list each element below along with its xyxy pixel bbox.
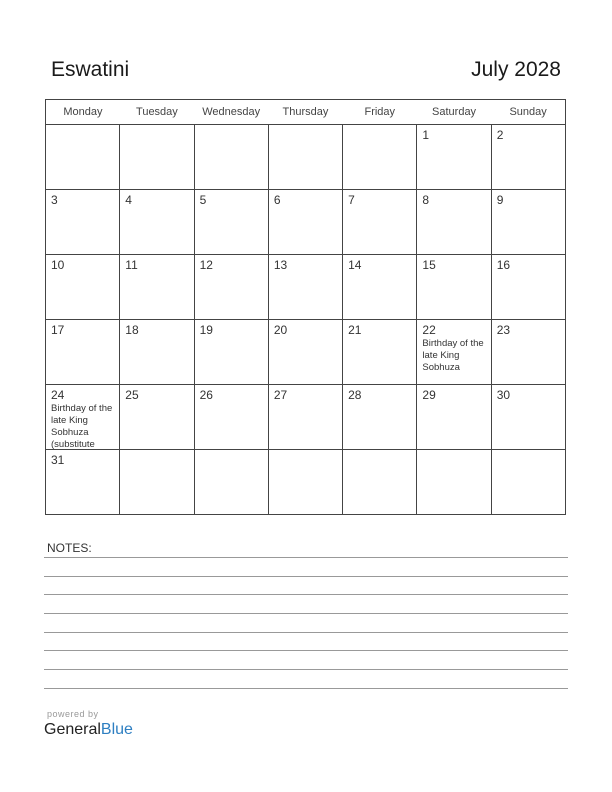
day-number: 13 — [273, 258, 288, 272]
weekday-header: Wednesday — [194, 100, 268, 125]
day-cell[interactable] — [46, 255, 120, 320]
day-cell-content — [120, 255, 193, 319]
day-cell[interactable] — [343, 255, 417, 320]
day-cell-content — [343, 255, 416, 319]
day-number: 9 — [496, 193, 504, 207]
day-number: 27 — [273, 388, 288, 402]
day-cell[interactable] — [491, 125, 565, 190]
holiday-event: Birthday of the late King Sobhuza (substitute — [51, 403, 113, 449]
day-number: 20 — [273, 323, 288, 337]
day-cell[interactable] — [120, 385, 194, 450]
day-number: 12 — [199, 258, 213, 272]
day-number: 5 — [199, 193, 207, 207]
day-cell-content — [120, 190, 193, 254]
day-cell-content — [417, 450, 490, 514]
brand-logo[interactable] — [44, 721, 133, 739]
day-cell-content — [492, 190, 565, 254]
day-number: 10 — [51, 258, 65, 272]
notes-label: NOTES: — [47, 541, 92, 555]
day-cell-content — [120, 125, 193, 189]
day-cell[interactable] — [268, 190, 342, 255]
day-number: 31 — [51, 453, 65, 467]
day-cell-content — [195, 125, 268, 189]
day-cell[interactable] — [343, 190, 417, 255]
day-cell[interactable] — [194, 125, 268, 190]
notes-line — [44, 650, 568, 651]
weekday-header: Saturday — [417, 100, 491, 125]
day-cell-content — [343, 320, 416, 384]
notes-line — [44, 669, 568, 670]
day-cell[interactable] — [268, 450, 342, 515]
day-cell-content — [195, 190, 268, 254]
weekday-header: Friday — [343, 100, 417, 125]
day-cell[interactable] — [46, 125, 120, 190]
day-cell-content — [343, 385, 416, 449]
day-cell-content — [269, 320, 342, 384]
day-cell[interactable] — [268, 125, 342, 190]
day-number: 1 — [422, 128, 430, 142]
day-cell-content — [492, 450, 565, 514]
brand-general: General — [44, 721, 101, 738]
day-cell-content — [269, 190, 342, 254]
week-row — [46, 255, 566, 320]
weekday-header: Thursday — [268, 100, 342, 125]
day-cell-content — [492, 385, 565, 449]
month-year-title: July 2028 — [471, 58, 561, 81]
day-cell[interactable] — [120, 190, 194, 255]
day-cell-content — [120, 450, 193, 514]
day-cell[interactable] — [46, 320, 120, 385]
day-cell-content — [120, 320, 193, 384]
day-cell[interactable] — [343, 320, 417, 385]
day-number: 16 — [496, 258, 511, 272]
day-cell[interactable] — [46, 385, 120, 450]
day-cell-content — [269, 255, 342, 319]
day-cell[interactable] — [491, 255, 565, 320]
week-row — [46, 190, 566, 255]
day-cell-content — [343, 190, 416, 254]
day-cell[interactable] — [46, 450, 120, 515]
day-cell[interactable] — [194, 190, 268, 255]
day-cell-content — [120, 385, 193, 449]
day-number: 26 — [199, 388, 213, 402]
day-number: 25 — [125, 388, 139, 402]
powered-by-text: powered by — [47, 709, 99, 719]
day-cell-content — [195, 385, 268, 449]
day-number: 23 — [496, 323, 511, 337]
day-cell-content — [269, 125, 342, 189]
holiday-event: Birthday of the late King Sobhuza — [422, 338, 484, 373]
day-cell-content — [46, 385, 119, 449]
weekday-header-row — [46, 100, 566, 125]
day-cell-content — [417, 385, 490, 449]
day-cell[interactable] — [120, 450, 194, 515]
weekday-header: Tuesday — [120, 100, 194, 125]
week-row — [46, 125, 566, 190]
brand-blue: Blue — [100, 721, 133, 738]
day-cell[interactable] — [491, 385, 565, 450]
day-cell[interactable] — [417, 255, 491, 320]
notes-line — [44, 594, 568, 595]
day-cell-content — [417, 320, 490, 384]
day-cell-content — [195, 255, 268, 319]
day-cell[interactable] — [417, 385, 491, 450]
day-number: 24 — [51, 388, 65, 402]
day-cell-content — [492, 255, 565, 319]
day-number: 11 — [125, 258, 138, 272]
day-cell-content — [492, 320, 565, 384]
day-cell[interactable] — [343, 125, 417, 190]
day-cell[interactable] — [343, 385, 417, 450]
day-number: 7 — [348, 193, 355, 207]
day-cell[interactable] — [343, 450, 417, 515]
day-cell-content — [417, 125, 490, 189]
day-number: 4 — [125, 193, 132, 207]
day-cell[interactable] — [268, 385, 342, 450]
day-cell[interactable] — [194, 385, 268, 450]
country-title: Eswatini — [51, 58, 130, 81]
day-number: 17 — [51, 323, 65, 337]
day-cell-content — [46, 190, 119, 254]
notes-line — [44, 613, 568, 614]
day-cell[interactable] — [46, 190, 120, 255]
day-cell-content — [195, 450, 268, 514]
day-cell-content — [46, 255, 119, 319]
day-number: 2 — [496, 128, 504, 142]
weekday-header: Monday — [46, 100, 120, 125]
day-cell-content — [417, 255, 490, 319]
day-number: 21 — [348, 323, 362, 337]
day-cell[interactable] — [417, 320, 491, 385]
day-cell[interactable] — [194, 255, 268, 320]
day-cell[interactable] — [120, 255, 194, 320]
day-number: 8 — [422, 193, 430, 207]
day-number: 6 — [273, 193, 281, 207]
day-cell-content — [492, 125, 565, 189]
day-cell-content — [417, 190, 490, 254]
day-cell-content — [269, 450, 342, 514]
day-cell-content — [343, 450, 416, 514]
day-number: 19 — [199, 323, 213, 337]
weekday-header: Sunday — [491, 100, 565, 125]
day-number: 18 — [125, 323, 139, 337]
day-cell[interactable] — [194, 320, 268, 385]
day-number: 30 — [496, 388, 511, 402]
day-cell-content — [343, 125, 416, 189]
day-number: 3 — [51, 193, 58, 207]
day-cell[interactable] — [417, 190, 491, 255]
day-number: 15 — [422, 258, 436, 272]
week-row — [46, 320, 566, 385]
week-row — [46, 450, 566, 515]
notes-line — [44, 632, 568, 633]
notes-line — [44, 557, 568, 558]
day-cell[interactable] — [491, 320, 565, 385]
day-cell[interactable] — [268, 320, 342, 385]
day-number: 29 — [422, 388, 436, 402]
day-cell[interactable] — [120, 320, 194, 385]
day-cell[interactable] — [417, 450, 491, 515]
day-cell[interactable] — [491, 190, 565, 255]
day-cell-content — [46, 320, 119, 384]
day-cell-content — [195, 320, 268, 384]
day-cell[interactable] — [491, 450, 565, 515]
day-number: 14 — [348, 258, 362, 272]
day-cell[interactable] — [194, 450, 268, 515]
notes-line — [44, 576, 568, 577]
day-cell[interactable] — [417, 125, 491, 190]
day-cell[interactable] — [268, 255, 342, 320]
day-number: 22 — [422, 323, 436, 337]
calendar-grid — [45, 99, 566, 515]
notes-line — [44, 688, 568, 689]
day-cell-content — [46, 450, 119, 514]
day-cell-content — [269, 385, 342, 449]
day-cell-content — [46, 125, 119, 189]
week-row — [46, 385, 566, 450]
day-cell[interactable] — [120, 125, 194, 190]
day-number: 28 — [348, 388, 362, 402]
